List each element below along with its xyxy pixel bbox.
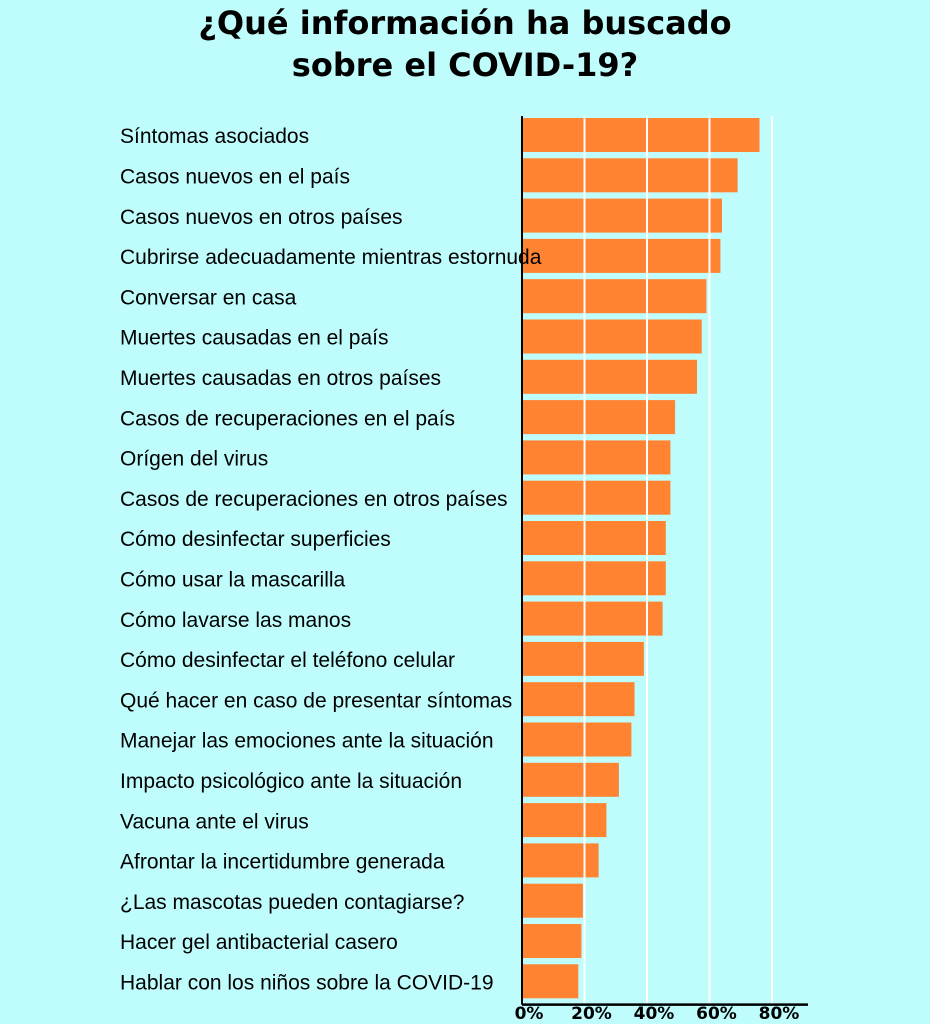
bar-4	[522, 239, 720, 273]
bar-10	[522, 481, 670, 515]
bar-2	[522, 158, 738, 192]
category-label-11: Cómo desinfectar superficies	[120, 528, 391, 552]
category-label-17: Impacto psicológico ante la situación	[120, 769, 463, 793]
bar-7	[522, 360, 697, 394]
bar-19	[522, 843, 599, 877]
category-label-6: Muertes causadas en el país	[120, 326, 389, 350]
category-label-3: Casos nuevos en otros países	[120, 205, 403, 229]
category-label-13: Cómo lavarse las manos	[120, 608, 352, 632]
category-label-15: Qué hacer en caso de presentar síntomas	[120, 689, 513, 713]
category-label-8: Casos de recuperaciones en el país	[120, 407, 456, 431]
category-label-19: Afrontar la incertidumbre generada	[120, 850, 445, 874]
category-label-1: Síntomas asociados	[120, 125, 310, 149]
bar-13	[522, 602, 663, 636]
x-tick-label-5: 80%	[758, 1004, 800, 1024]
bar-3	[522, 199, 722, 233]
bar-11	[522, 521, 666, 555]
x-tick-label-3: 40%	[633, 1004, 675, 1024]
bar-17	[522, 763, 619, 797]
bar-6	[522, 320, 702, 354]
category-label-12: Cómo usar la mascarilla	[120, 568, 346, 592]
category-label-9: Orígen del virus	[120, 447, 269, 471]
category-label-20: ¿Las mascotas pueden contagiarse?	[120, 890, 465, 914]
bar-18	[522, 803, 606, 837]
bar-21	[522, 924, 581, 958]
category-label-14: Cómo desinfectar el teléfono celular	[120, 649, 456, 673]
category-label-18: Vacuna ante el virus	[120, 810, 309, 834]
category-label-5: Conversar en casa	[120, 286, 297, 310]
bar-5	[522, 279, 706, 313]
x-tick-label-2: 20%	[571, 1004, 612, 1024]
x-tick-label-4: 60%	[696, 1004, 737, 1024]
bar-9	[522, 440, 670, 474]
bar-22	[522, 964, 578, 998]
bar-1	[522, 118, 760, 152]
chart-title-line-1: ¿Qué información ha buscado	[198, 4, 732, 42]
category-label-21: Hacer gel antibacterial casero	[120, 931, 398, 955]
category-label-16: Manejar las emociones ante la situación	[120, 729, 494, 753]
category-label-7: Muertes causadas en otros países	[120, 366, 442, 390]
bar-20	[522, 884, 583, 918]
chart-title-line-2: sobre el COVID-19?	[291, 46, 639, 84]
bar-8	[522, 400, 675, 434]
bar-15	[522, 682, 635, 716]
x-tick-label-1: 0%	[514, 1004, 544, 1024]
category-label-22: Hablar con los niños sobre la COVID-19	[120, 971, 494, 995]
category-label-4: Cubrirse adecuadamente mientras estornuda	[120, 246, 542, 270]
bar-16	[522, 723, 631, 757]
category-label-2: Casos nuevos en el país	[120, 165, 350, 189]
category-label-10: Casos de recuperaciones en otros países	[120, 487, 508, 511]
bar-14	[522, 642, 644, 676]
bar-12	[522, 561, 666, 595]
